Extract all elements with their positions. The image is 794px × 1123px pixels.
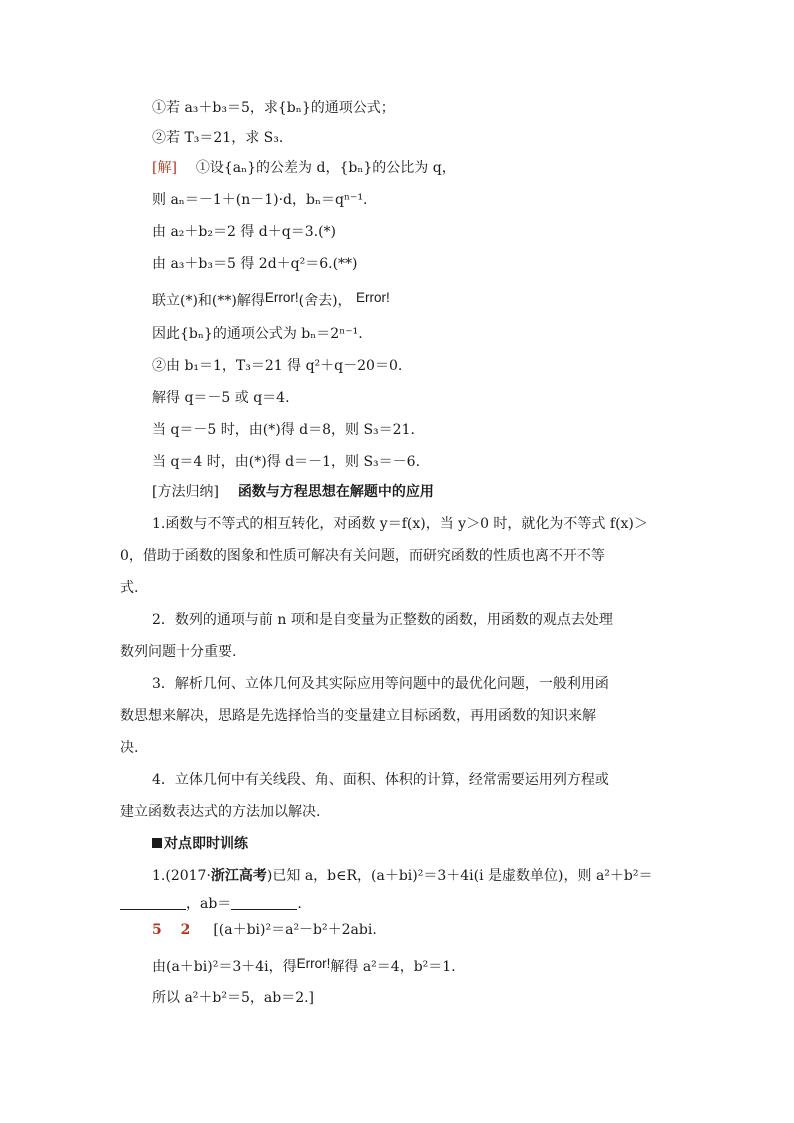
method-paragraph: 建立函数表达式的方法加以解决. — [120, 804, 321, 820]
solution-text: 联立(*)和(**)解得 — [152, 293, 265, 309]
solution-line: 因此{bₙ}的通项公式为 bₙ＝2ⁿ⁻¹. — [152, 326, 363, 342]
answer-line: 所以 a²＋b²＝5，ab＝2.] — [152, 990, 315, 1006]
answer-text: [(a＋bi)²＝a²－b²＋2abi. — [213, 922, 377, 938]
method-paragraph: 0，借助于函数的图象和性质可解决有关问题，而研究函数的性质也离不开不等 — [120, 548, 605, 564]
method-paragraph: 数列问题十分重要. — [120, 644, 237, 660]
solution-line: 由 a₃＋b₃＝5 得 2d＋q²＝6.(**) — [152, 256, 358, 272]
answer-line — [152, 920, 377, 940]
method-paragraph: 决. — [120, 740, 139, 756]
exercise-question: 1.(2017·浙江高考)已知 a，b∈R，(a＋bi)²＝3＋4i(i 是虚数单位)，则 a²＋b²＝ — [152, 868, 653, 884]
answer-blank — [120, 897, 186, 910]
solution-line: 由 a₂＋b₂＝2 得 d＋q＝3.(*) — [152, 224, 336, 240]
exercise-source: 浙江高考 — [210, 868, 267, 884]
method-heading — [152, 482, 434, 502]
method-paragraph: 式. — [120, 580, 139, 596]
solution-text: (舍去)， — [298, 293, 352, 309]
problem-part-1: ①若 a₃＋b₃＝5，求{bₙ}的通项公式； — [152, 100, 395, 116]
solution-line — [152, 288, 390, 311]
exercise-question: ，ab＝ . — [120, 894, 302, 914]
solution-line: 则 aₙ＝－1＋(n－1)·d，bₙ＝qⁿ⁻¹. — [152, 192, 368, 208]
solution-line: 当 q＝4 时，由(*)得 d＝－1，则 S₃＝－6. — [152, 454, 421, 470]
answer-value: 5 — [152, 922, 162, 938]
method-paragraph: 3．解析几何、立体几何及其实际应用等问题中的最优化问题，一般利用函 — [152, 676, 609, 692]
solution-line: ②由 b₁＝1，T₃＝21 得 q²＋q－20＝0. — [152, 358, 403, 374]
method-tag: [方法归纳] — [152, 484, 219, 500]
solution-line: 当 q＝－5 时，由(*)得 d＝8，则 S₃＝21. — [152, 422, 415, 438]
answer-line: 由(a＋bi)²＝3＋4i，得Error!解得 a²＝4，b²＝1. — [152, 956, 456, 975]
method-title: 函数与方程思想在解题中的应用 — [237, 484, 434, 500]
answer-blank — [231, 897, 297, 910]
error-placeholder: Error! — [356, 290, 390, 305]
solution-text: ①设{aₙ}的公差为 d，{bₙ}的公比为 q， — [195, 160, 456, 176]
training-title: 对点即时训练 — [164, 836, 248, 852]
solution-line: 解得 q＝－5 或 q＝4. — [152, 390, 290, 406]
training-heading — [152, 834, 248, 854]
square-bullet-icon — [152, 838, 162, 848]
problem-part-2: ②若 T₃＝21，求 S₃. — [152, 130, 284, 146]
error-placeholder: Error! — [296, 956, 331, 971]
method-paragraph: 2．数列的通项与前 n 项和是自变量为正整数的函数，用函数的观点去处理 — [152, 612, 613, 628]
method-paragraph: 数思想来解决，思路是先选择恰当的变量建立目标函数，再用函数的知识来解 — [120, 708, 596, 724]
error-placeholder: Error! — [264, 290, 299, 305]
answer-value: 2 — [180, 922, 191, 938]
method-paragraph: 4．立体几何中有关线段、角、面积、体积的计算，经常需要运用列方程或 — [152, 772, 609, 788]
solution-tag: [解] — [152, 160, 177, 176]
method-paragraph: 1.函数与不等式的相互转化，对函数 y＝f(x)，当 y＞0 时，就化为不等式 f(x)＞ — [152, 516, 648, 532]
solution-line — [152, 158, 456, 178]
